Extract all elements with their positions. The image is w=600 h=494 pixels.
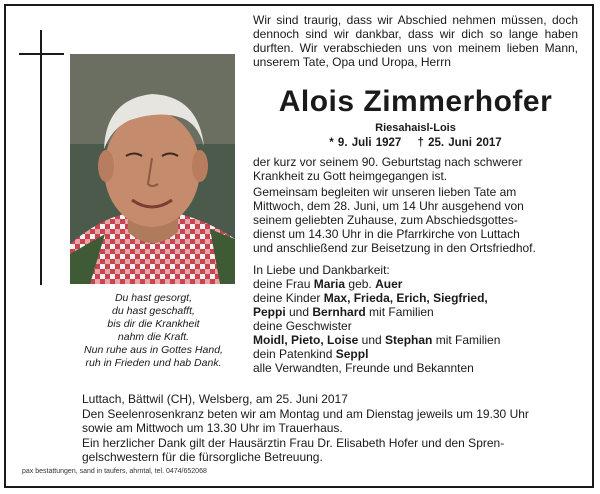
poem-line: bis dir die Krankheit bbox=[107, 318, 200, 330]
cross-icon bbox=[40, 30, 42, 285]
thanks-text: Ein herzlicher Dank gilt der Hausärztin Frau Dr. Elisabeth Hofer und den Spren- bbox=[82, 435, 505, 450]
poem-line: Du hast gesorgt, bbox=[114, 292, 193, 304]
deceased-nickname: Riesahaisl-Lois bbox=[375, 122, 456, 134]
poem-line: ruh in Frieden und hab Dank. bbox=[85, 357, 222, 369]
mourner-wife: deine Frau Maria geb. Auer bbox=[253, 277, 403, 291]
mourner-godchild: dein Patenkind Seppl bbox=[253, 347, 369, 361]
mourner-children: deine Kinder Max, Frieda, Erich, Siegfried, bbox=[253, 291, 488, 305]
rosary-info-cont: sowie am Mittwoch um 13.30 Uhr im Trauerhaus. bbox=[82, 421, 343, 435]
cross-icon-bar bbox=[19, 53, 64, 55]
mourner-siblings-label: deine Geschwister bbox=[253, 319, 352, 333]
birth-date: * 9. Juli 1927 bbox=[329, 137, 402, 149]
intro-text: Wir sind traurig, dass wir Abschied nehmen müssen, doch dennoch sind wir dankbar, dass wir dich so lange haben durften. Wir verabschieden uns von meinem lieben Mann, unserem Tate, Opa und Uropa, Herrn bbox=[253, 13, 578, 69]
thanks-text-cont: gelschwestern für die fürsorgliche Betreuung. bbox=[82, 450, 323, 464]
poem-line: du hast geschafft, bbox=[112, 305, 195, 317]
mourner-siblings: Moidl, Pieto, Loise und Stephan mit Familien bbox=[253, 333, 501, 347]
place-date: Luttach, Bättwil (CH), Welsberg, am 25. Juni 2017 bbox=[82, 392, 348, 406]
memorial-poem bbox=[66, 292, 241, 370]
funeral-info: Gemeinsam begleiten wir unseren lieben Tate am Mittwoch, dem 28. Juni, um 14 Uhr ausgehend von seinem geliebten Zuhause, zum Abschiedsgottes- dienst um 14.30 Uhr in die Pfarrkirche von Luttach und anschließend zur Beisetzung in den Ortsfriedhof. bbox=[253, 185, 536, 255]
poem-line: nahm die Kraft. bbox=[117, 331, 190, 343]
mourners-intro: In Liebe und Dankbarkeit: bbox=[253, 263, 390, 277]
passing-text: der kurz vor seinem 90. Geburtstag nach schwerer Krankheit zu Gott heimgegangen ist. bbox=[253, 155, 523, 183]
funeral-home-credit: pax bestattungen, sand in taufers, ahrntal, tel. 0474/652068 bbox=[22, 468, 207, 475]
rosary-info: Den Seelenrosenkranz beten wir am Montag und am Dienstag jeweils um 19.30 Uhr bbox=[82, 406, 529, 421]
portrait-photo bbox=[70, 54, 235, 284]
poem-line: Nun ruhe aus in Gottes Hand, bbox=[84, 344, 223, 356]
mourners-list bbox=[253, 263, 578, 375]
mourner-others: alle Verwandten, Freunde und Bekannten bbox=[253, 361, 474, 375]
deceased-name: Alois Zimmerhofer bbox=[278, 85, 553, 118]
death-date: † 25. Juni 2017 bbox=[417, 137, 502, 149]
mourner-children-cont: Peppi und Bernhard mit Familien bbox=[253, 305, 434, 319]
life-dates bbox=[253, 137, 578, 149]
bottom-notice bbox=[82, 392, 582, 465]
